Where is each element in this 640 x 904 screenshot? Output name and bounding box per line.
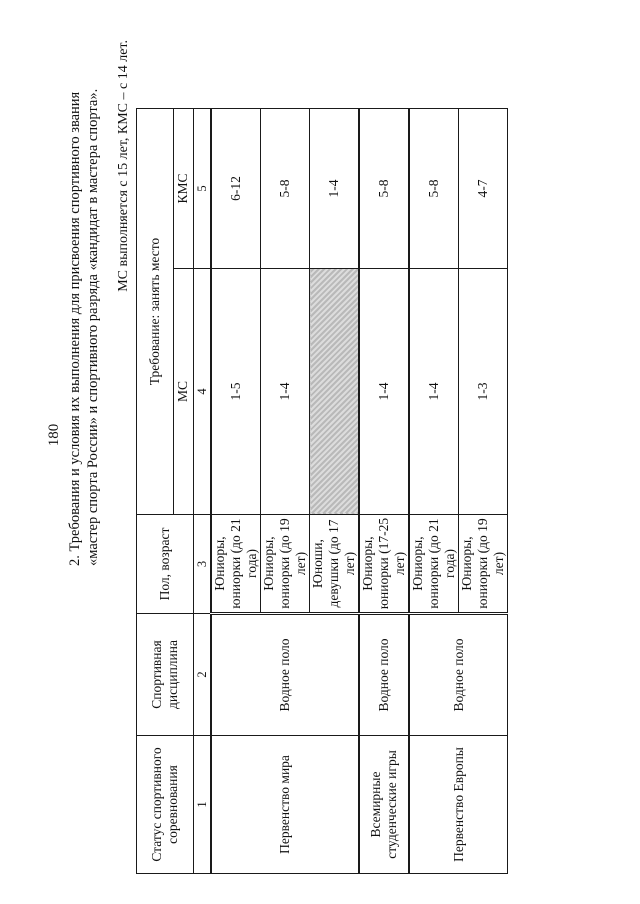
ms-cell: 1-5: [211, 269, 261, 515]
index-cell: 3: [194, 515, 212, 614]
age-note: МС выполняется с 15 лет, КМС – с 14 лет.: [116, 40, 131, 292]
kms-cell: 6-12: [211, 109, 261, 269]
status-cell: Первенство Европы: [409, 736, 508, 874]
requirements-table: [136, 108, 508, 874]
header-ms: МС: [173, 269, 193, 515]
status-cell: Первенство мира: [211, 736, 359, 874]
discipline-cell: Водное поло: [409, 614, 508, 736]
header-discipline: Спортивная дисциплина: [137, 614, 194, 736]
kms-cell: 5-8: [261, 109, 310, 269]
ms-cell: 1-4: [409, 269, 459, 515]
discipline-cell: Водное поло: [211, 614, 359, 736]
header-requirement: Требование: занять место: [137, 109, 174, 515]
gender-age-cell: Юниоры, юниорки (до 19 лет): [459, 515, 508, 614]
header-gender-age: Пол, возраст: [137, 515, 194, 614]
status-cell: Всемирные студенческие игры: [359, 736, 409, 874]
index-cell: 4: [194, 269, 212, 515]
header-kms: КМС: [173, 109, 193, 269]
gender-age-cell: Юниоры, юниорки (до 19 лет): [261, 515, 310, 614]
discipline-cell: Водное поло: [359, 614, 409, 736]
kms-cell: 5-8: [409, 109, 459, 269]
kms-cell: 1-4: [310, 109, 360, 269]
gender-age-cell: Юниоры, юниорки (17-25 лет): [359, 515, 409, 614]
ms-cell: 1-3: [459, 269, 508, 515]
index-cell: 5: [194, 109, 212, 269]
index-cell: 1: [194, 736, 212, 874]
section-heading: 2. Требования и условия их выполнения для присвоения спортивного звания «мастер спорта России» и спортивного разряда «кандидат в мастера спорта».: [67, 88, 101, 566]
index-cell: 2: [194, 614, 212, 736]
kms-cell: 4-7: [459, 109, 508, 269]
gender-age-cell: Юниоры, юниорки (до 21 года): [409, 515, 459, 614]
ms-cell: 1-4: [359, 269, 409, 515]
kms-cell: 5-8: [359, 109, 409, 269]
ms-cell-shaded: [310, 269, 360, 515]
page-number: 180: [46, 423, 62, 447]
header-status: Статус спортивного соревнования: [137, 736, 194, 874]
gender-age-cell: Юноши, девушки (до 17 лет): [310, 515, 360, 614]
gender-age-cell: Юниоры, юниорки (до 21 года): [211, 515, 261, 614]
ms-cell: 1-4: [261, 269, 310, 515]
